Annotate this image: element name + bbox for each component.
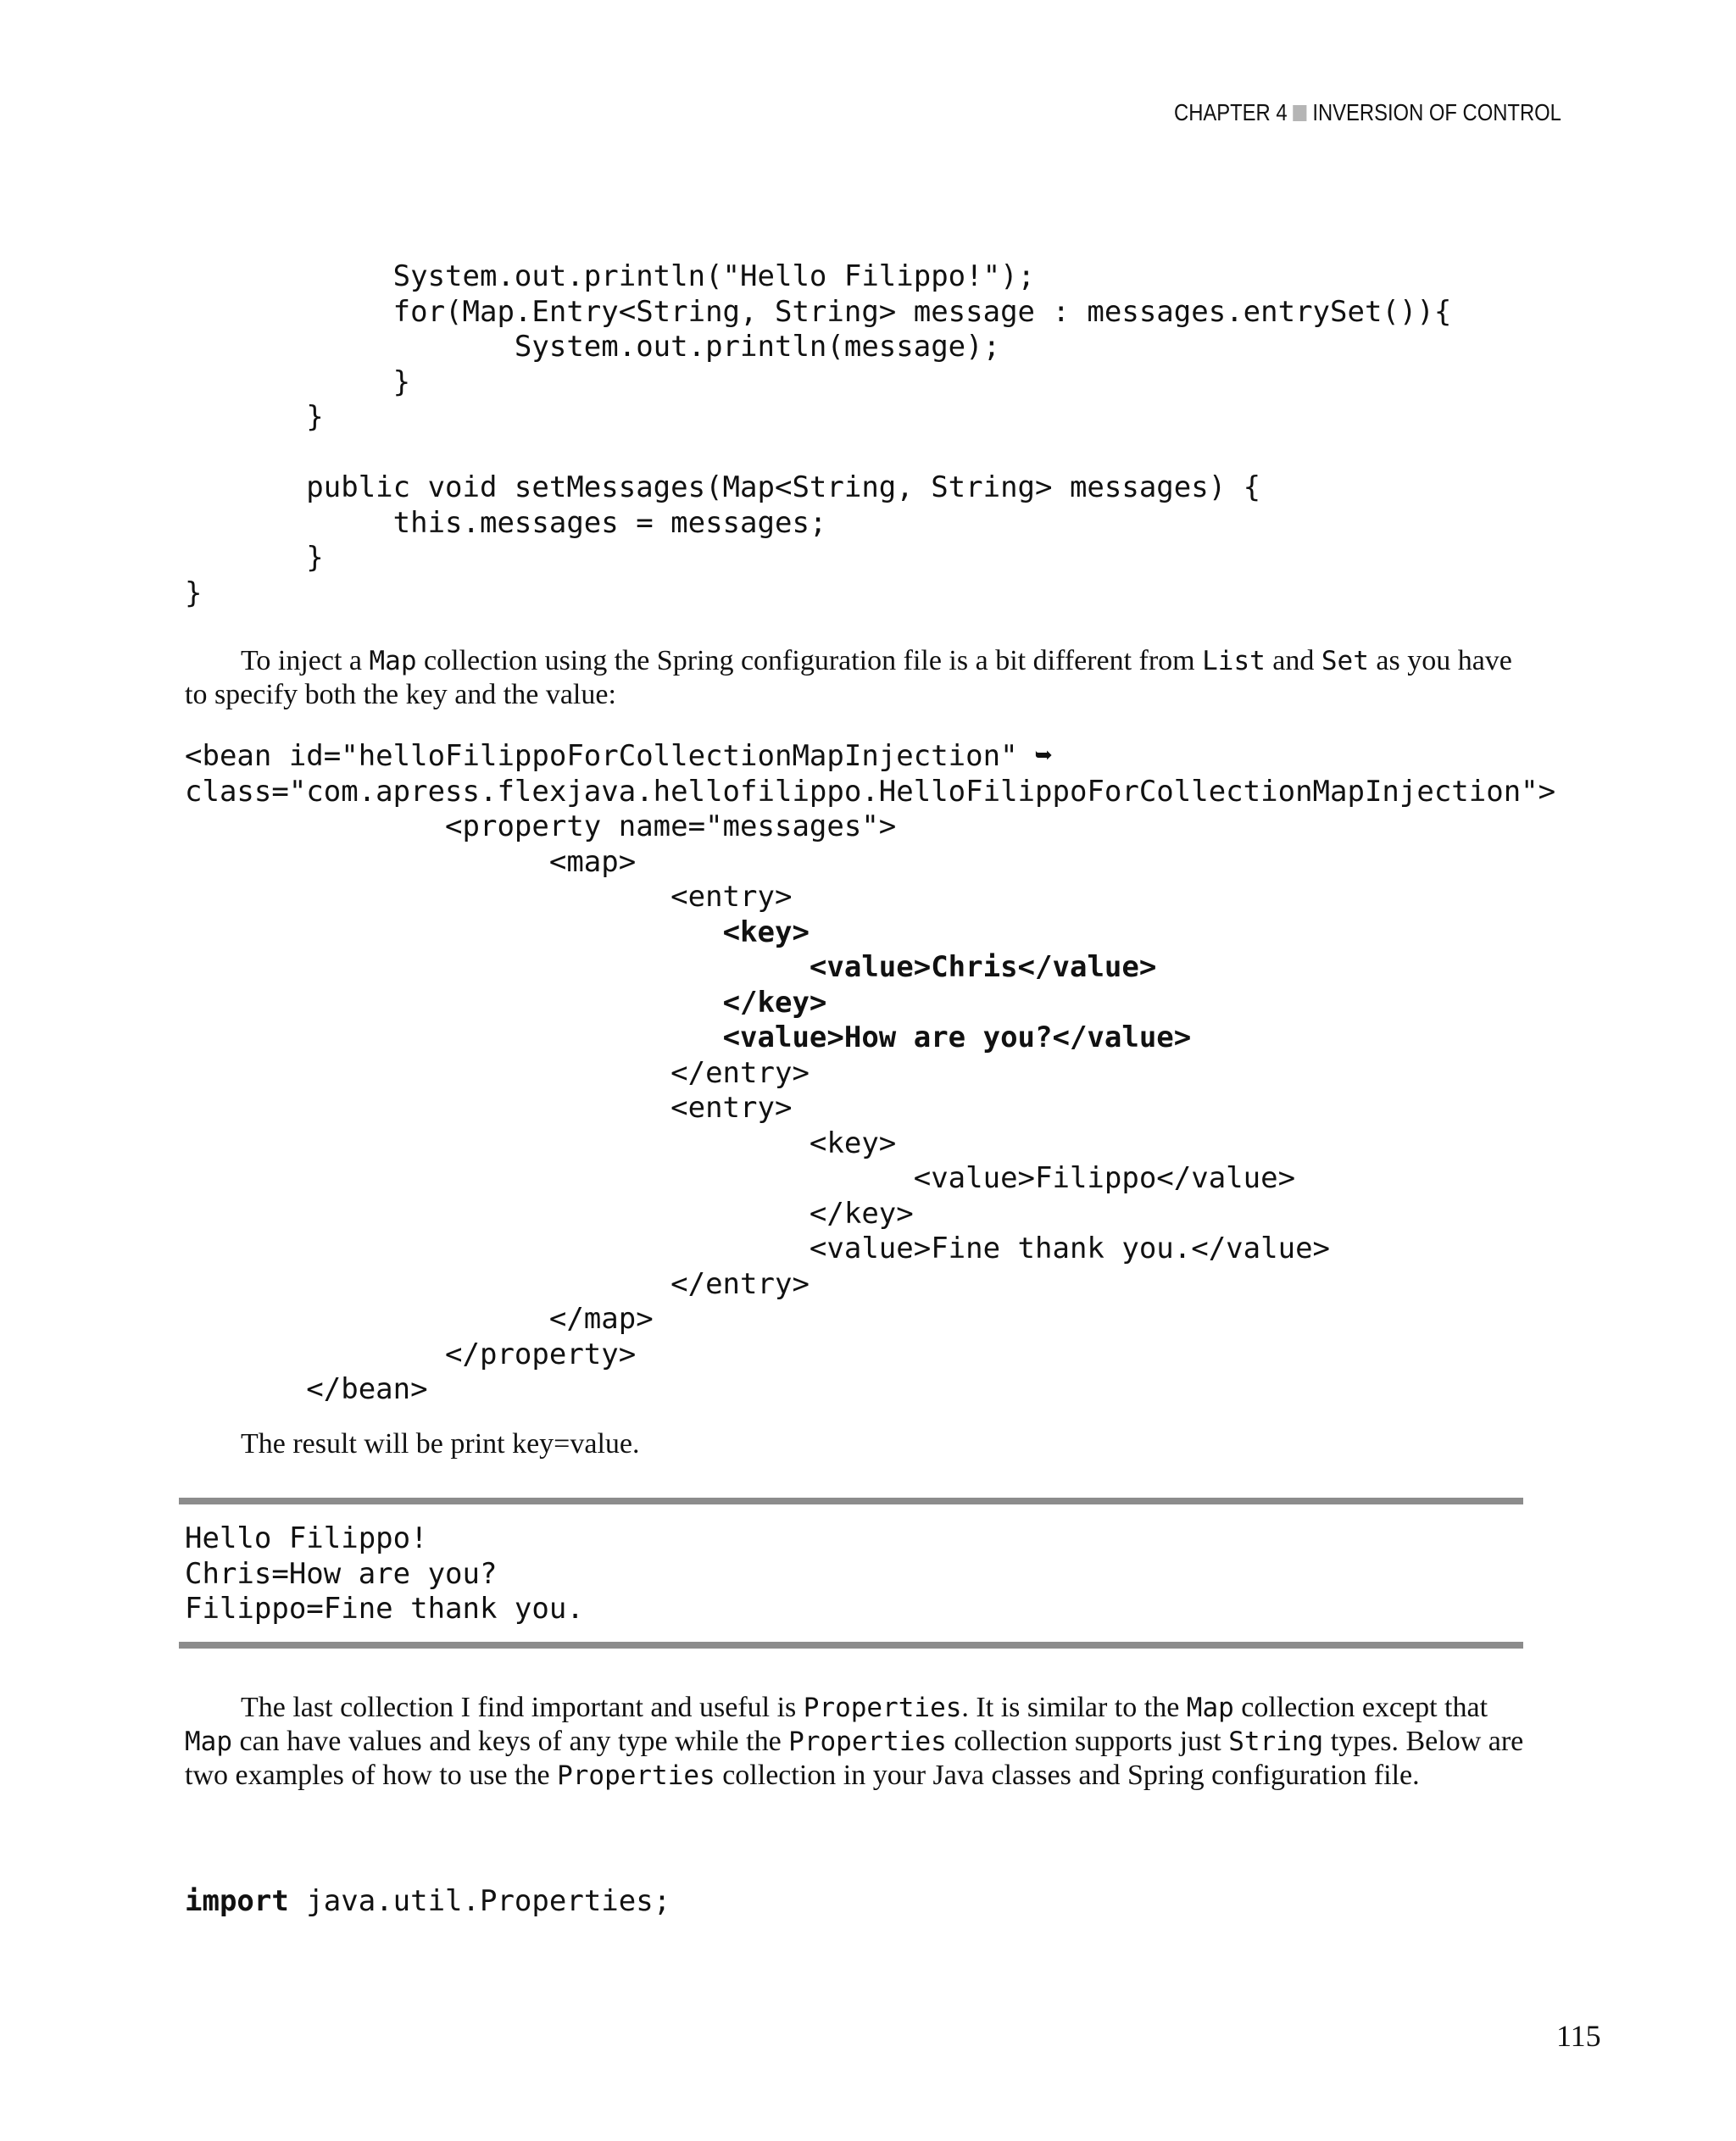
console-output-block xyxy=(185,1521,584,1627)
square-separator-icon xyxy=(1293,105,1306,121)
code-line: java.util.Properties; xyxy=(288,1884,671,1918)
code-line: <entry> xyxy=(185,880,793,914)
running-header xyxy=(1174,96,1561,130)
inline-code: Map xyxy=(1186,1693,1234,1723)
code-line: public void setMessages(Map<String, String> messages) { xyxy=(185,470,1261,504)
body-paragraph: The last collection I find important and useful is Properties. It is similar to the Map collection except that Map can have values and keys of any type while the Properties collection supports just String types. Below are two examples of how to use the Properties collection in your Java classes and Spring configuration file. xyxy=(185,1692,1524,1791)
code-line: </key> xyxy=(185,1196,914,1231)
code-line: <value>Filippo</value> xyxy=(185,1161,1296,1195)
java-code-block xyxy=(185,259,1451,611)
inline-code: List xyxy=(1202,646,1266,676)
code-line: </entry> xyxy=(185,1266,810,1301)
code-line-bold: </key> xyxy=(722,985,827,1020)
inline-code: Properties xyxy=(788,1727,947,1757)
code-line: <property name="messages"> xyxy=(185,809,897,843)
code-line: } xyxy=(185,541,324,575)
body-paragraph: To inject a Map collection using the Spring configuration file is a bit different from List and Set as you have to specify both the key and the value: xyxy=(185,645,1512,710)
code-line-bold: <key> xyxy=(722,915,810,949)
inline-code: String xyxy=(1228,1727,1324,1757)
code-line: for(Map.Entry<String, String> message : messages.entrySet()){ xyxy=(185,294,1452,329)
chapter-label: CHAPTER 4 xyxy=(1174,99,1288,125)
page-number: 115 xyxy=(1556,2019,1601,2053)
code-line: class="com.apress.flexjava.hellofilippo.HelloFilippoForCollectionMapInjection"> xyxy=(185,774,1556,809)
chapter-title: INVERSION OF CONTROL xyxy=(1312,99,1561,125)
code-line: <value>Fine thank you.</value> xyxy=(185,1232,1331,1265)
code-line: System.out.println("Hello Filippo!"); xyxy=(185,259,1036,293)
output-line: Chris=How are you? xyxy=(185,1556,498,1591)
code-line: </map> xyxy=(185,1302,654,1336)
code-line: } xyxy=(185,364,411,399)
code-line: System.out.println(message); xyxy=(185,330,1001,364)
output-line: Hello Filippo! xyxy=(185,1521,428,1555)
inline-code: Map xyxy=(185,1727,232,1757)
code-line: </entry> xyxy=(185,1055,810,1090)
inline-code: Properties xyxy=(557,1760,715,1791)
output-line: Filippo=Fine thank you. xyxy=(185,1592,584,1626)
code-line: <map> xyxy=(185,844,637,879)
inline-code: Map xyxy=(369,646,417,676)
xml-code-block xyxy=(185,739,1555,1408)
code-line: <entry> xyxy=(185,1091,793,1125)
output-bottom-rule xyxy=(179,1642,1523,1649)
code-line: } xyxy=(185,400,324,434)
code-line: </bean> xyxy=(185,1372,428,1406)
code-line: </property> xyxy=(185,1337,637,1371)
java-import-code xyxy=(185,1884,670,1920)
code-line-bold: <value>How are you?</value> xyxy=(722,1020,1192,1054)
code-line-bold: <value>Chris</value> xyxy=(809,950,1157,984)
body-paragraph: The result will be print key=value. xyxy=(241,1428,640,1460)
inline-code: Set xyxy=(1321,646,1369,676)
code-line: <key> xyxy=(185,1126,897,1160)
line-continuation-arrow-icon: ➥ xyxy=(1035,739,1053,773)
inline-code: Properties xyxy=(803,1693,962,1723)
code-line: this.messages = messages; xyxy=(185,505,827,540)
code-line: <bean id="helloFilippoForCollectionMapInjection" xyxy=(185,739,1036,773)
code-keyword: import xyxy=(185,1884,289,1918)
code-line: } xyxy=(185,576,203,610)
output-top-rule xyxy=(179,1498,1523,1504)
